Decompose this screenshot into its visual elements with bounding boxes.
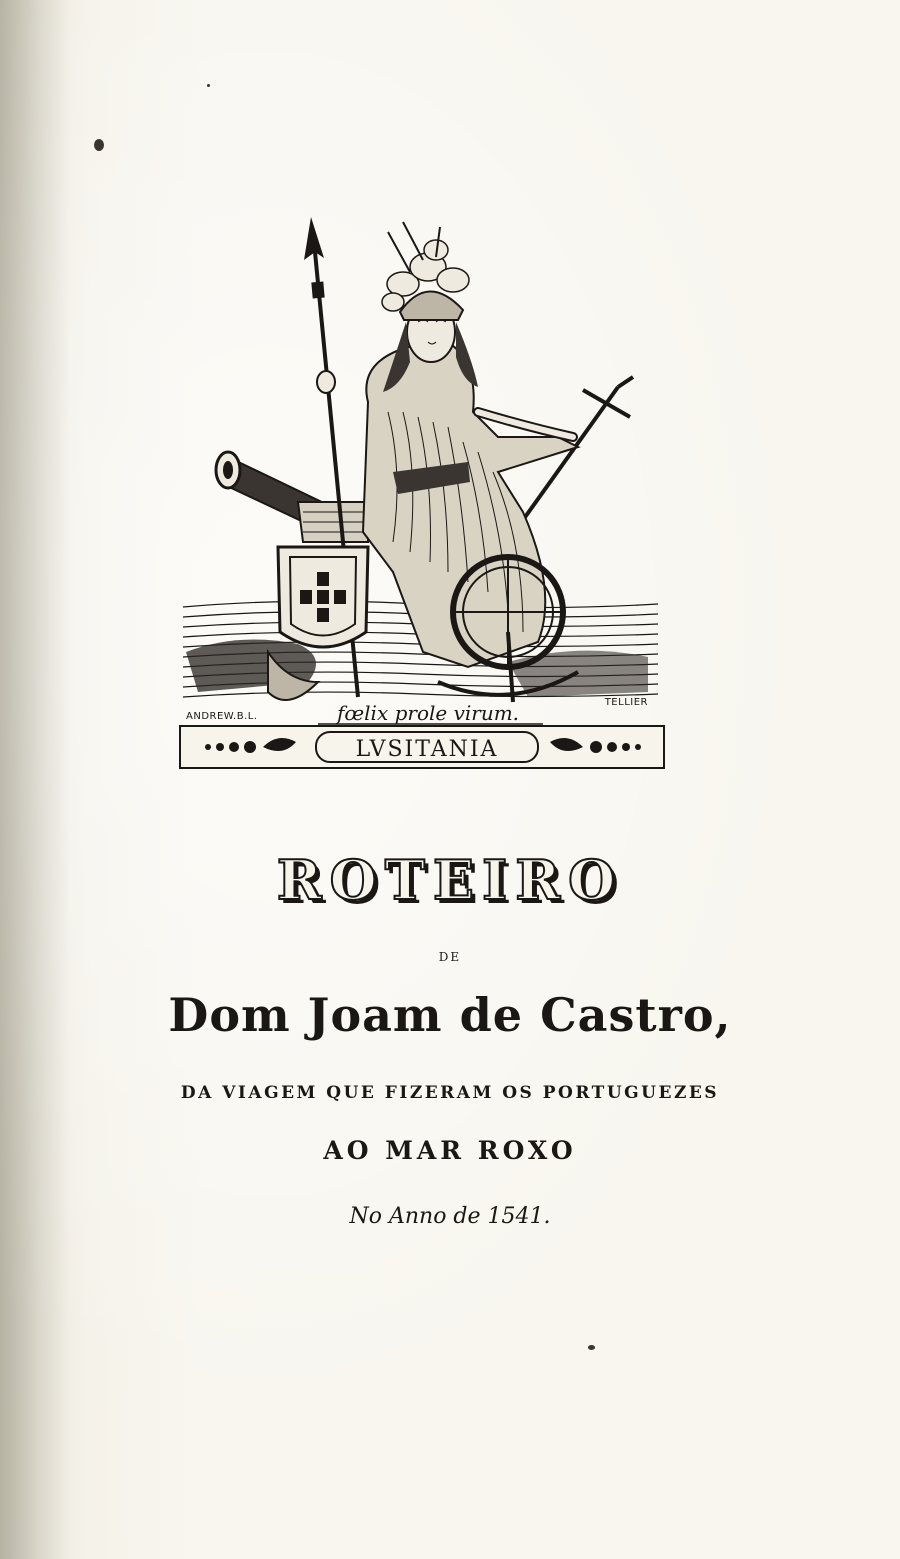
ink-spot (94, 139, 104, 151)
destination-line: AO MAR ROXO (323, 1136, 577, 1165)
title-connector: DE (438, 950, 462, 964)
frontispiece-engraving (178, 212, 668, 772)
year-line: No Anno de 1541. (349, 1204, 551, 1229)
author-name: Dom Joam de Castro, (168, 988, 732, 1042)
coat-of-arms-shield (268, 547, 368, 700)
main-title: ROTEIRO (276, 848, 624, 912)
engraver-credit-left: ANDREW.B.L. (186, 711, 258, 722)
lusitania-plaque (180, 726, 664, 768)
motto-text: fœlix prole virum. (336, 701, 520, 725)
page-gutter-shadow (0, 0, 70, 1559)
engraver-credit-right: TELLIER (604, 697, 648, 708)
cannon (216, 452, 368, 542)
plaque-label: LVSITANIA (355, 737, 499, 762)
subtitle: DA VIAGEM QUE FIZERAM OS PORTUGUEZES (180, 1083, 720, 1103)
ink-spot (588, 1345, 595, 1350)
lusitania-figure-illustration (178, 212, 668, 772)
ink-spot (207, 84, 210, 87)
